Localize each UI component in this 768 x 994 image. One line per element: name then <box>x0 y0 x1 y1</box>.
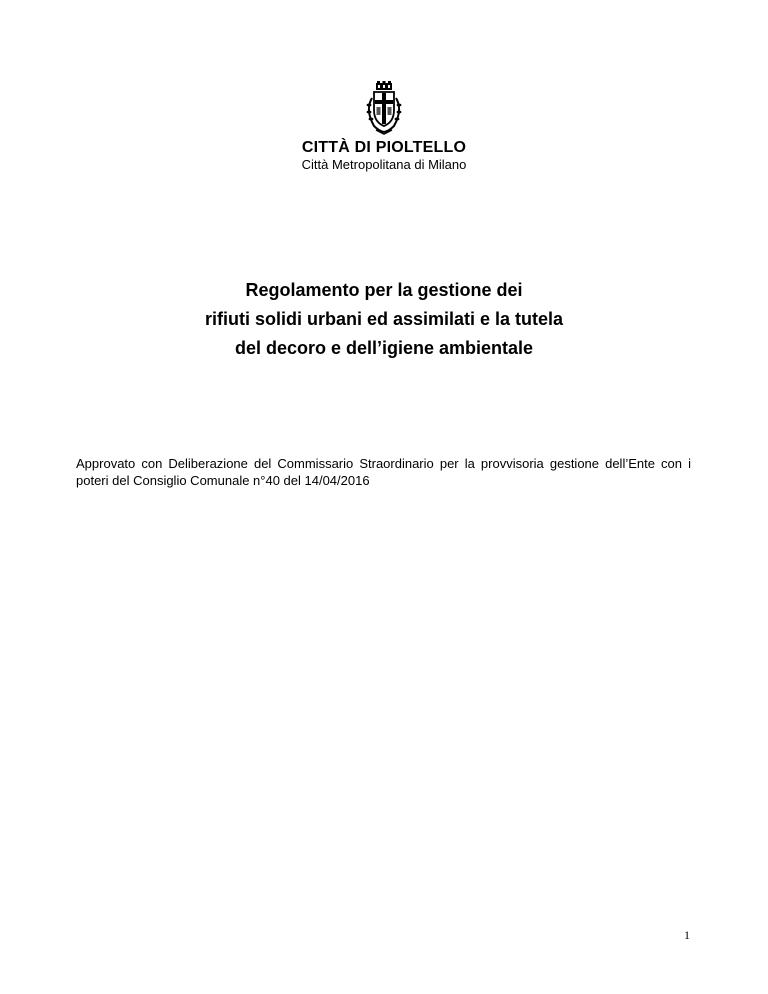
title-line: Regolamento per la gestione dei <box>245 280 523 300</box>
city-subtitle: Città Metropolitana di Milano <box>301 157 467 172</box>
city-crest-icon <box>362 80 406 136</box>
document-title <box>0 276 768 363</box>
title-line: rifiuti solidi urbani ed assimilati e la tutela <box>204 309 564 329</box>
approval-note: Approvato con Deliberazione del Commissario Straordinario per la provvisoria gestione dell’Ente con i poteri del Consiglio Comunale n°40 del 14/04/2016 <box>76 456 691 488</box>
document-header <box>0 80 768 173</box>
title-line: del decoro e dell’igiene ambientale <box>234 338 534 358</box>
city-name: CITTÀ DI PIOLTELLO <box>301 139 467 156</box>
page-number: 1 <box>684 928 690 942</box>
